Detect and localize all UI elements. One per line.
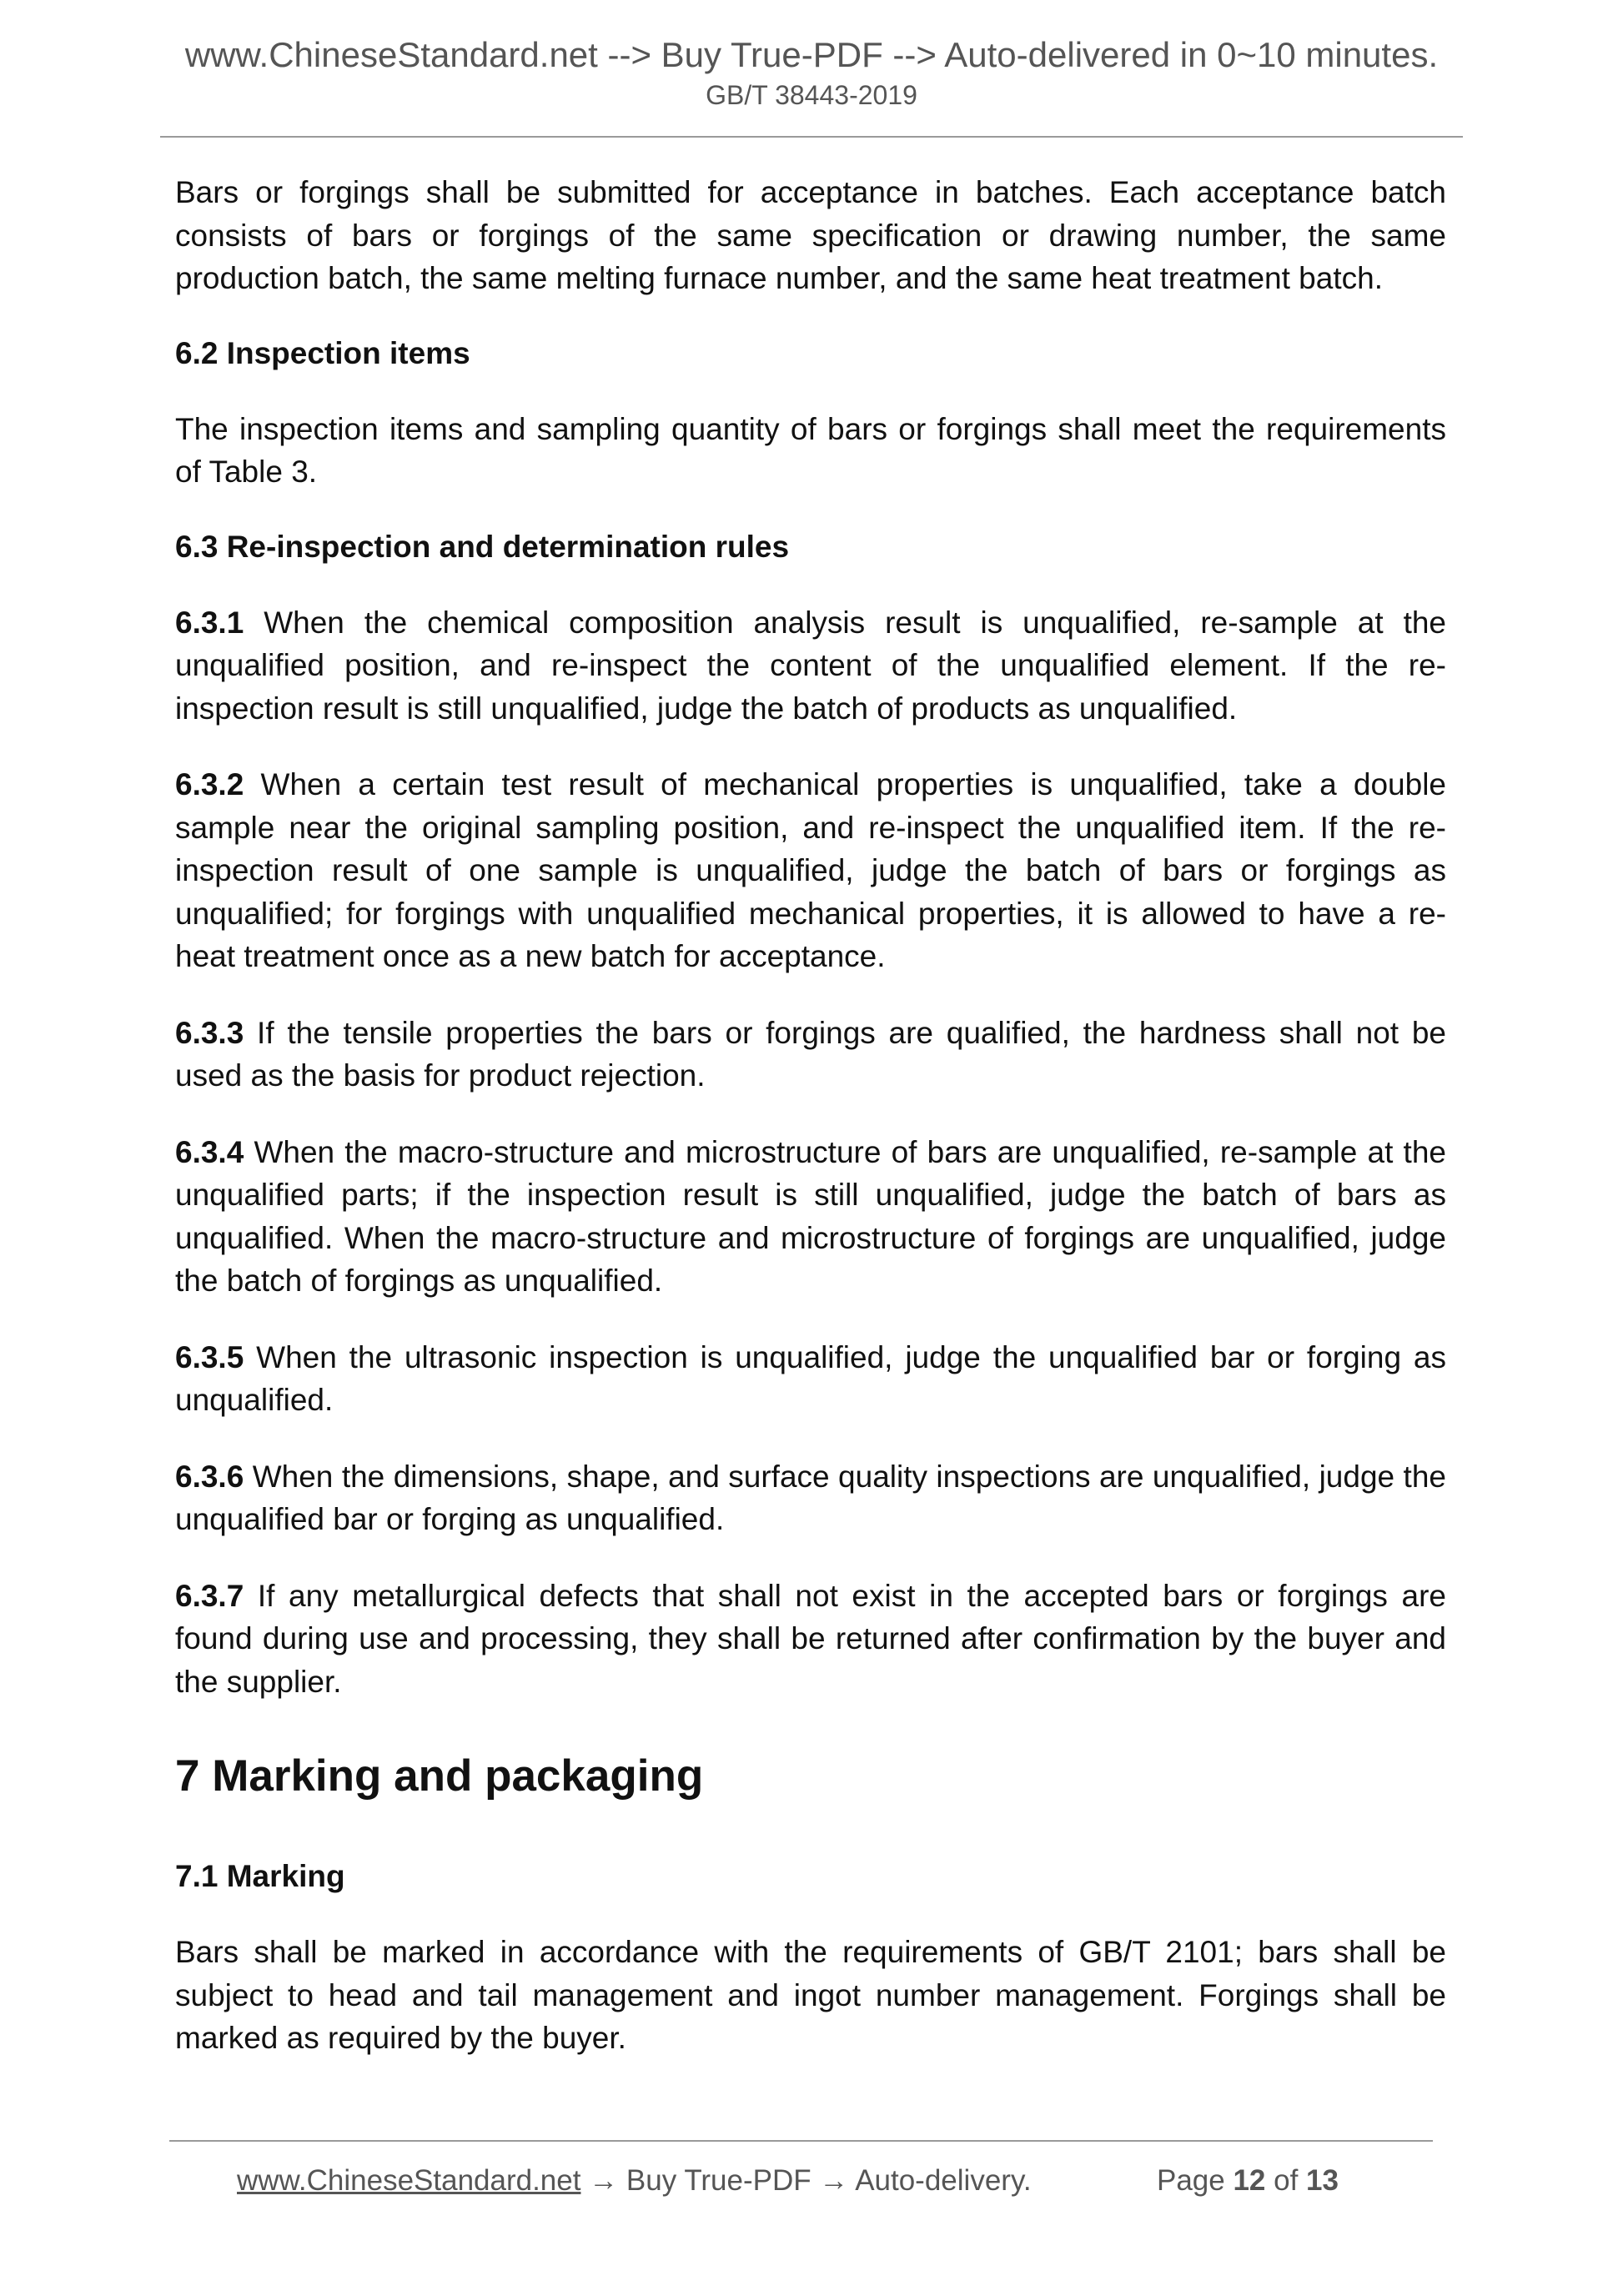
page-label: Page — [1157, 2164, 1234, 2197]
of-label: of — [1265, 2164, 1307, 2197]
arrow-right-icon: → — [580, 2164, 626, 2197]
clause-text: When the ultrasonic inspection is unqualified, judge the unqualified bar or forging as unqualified. — [175, 1339, 1446, 1417]
clause-text: If any metallurgical defects that shall not exist in the accepted bars or forgings are found during use and processing, they shall be returned after confirmation by the buyer and the supplier. — [175, 1578, 1446, 1699]
clause-text: When the macro-structure and microstructure of bars are unqualified, re-sample at the unqualified parts; if the inspection result is still unqualified, judge the batch of bars as unqualified. When the macro-structure and microstructure of forgings are unqualified, judge the batch of forgings as unqualified. — [175, 1134, 1446, 1298]
clause-6-3-3 — [175, 1012, 1446, 1098]
intro-paragraph: Bars or forgings shall be submitted for acceptance in batches. Each acceptance batch consists of bars or forgings of the same specification or drawing number, the same production batch, the same melting furnace number, and the same heat treatment batch. — [175, 175, 1446, 295]
buy-pdf-text: Buy True-PDF — [626, 2164, 812, 2197]
clause-number: 6.3.2 — [175, 767, 244, 801]
clause-6-3-1 — [175, 601, 1446, 731]
clause-number: 6.3.1 — [175, 605, 244, 640]
clause-text: When the chemical composition analysis result is unqualified, re-sample at the unqualified position, and re-inspect the content of the unqualified element. If the re-inspection result is still unqualified, judge the batch of products as unqualified. — [175, 605, 1446, 726]
page-number: 12 — [1233, 2164, 1266, 2197]
section-6-3-heading: 6.3 Re-inspection and determination rules — [175, 529, 790, 564]
section-7-1-heading: 7.1 Marking — [175, 1859, 345, 1893]
document-code: GB/T 38443-2019 — [706, 80, 917, 110]
section-6-2-heading: 6.2 Inspection items — [175, 335, 470, 370]
clause-6-3-2 — [175, 763, 1446, 978]
clause-number: 6.3.6 — [175, 1459, 244, 1494]
page-indicator — [1157, 2162, 1339, 2200]
clause-6-3-7 — [175, 1575, 1446, 1704]
clause-text: If the tensile properties the bars or forgings are qualified, the hardness shall not be used as the basis for product rejection. — [175, 1015, 1446, 1093]
footer-links — [237, 2162, 1032, 2200]
clause-6-3-4 — [175, 1131, 1446, 1303]
header-divider — [160, 136, 1463, 138]
header-banner-text: www.ChineseStandard.net --> Buy True-PDF --> Auto-delivered in 0~10 minutes. — [184, 35, 1439, 74]
arrow-right-icon: → — [811, 2164, 856, 2197]
clause-6-3-6 — [175, 1455, 1446, 1541]
clause-number: 6.3.3 — [175, 1015, 244, 1050]
clause-number: 6.3.7 — [175, 1578, 244, 1613]
clause-number: 6.3.5 — [175, 1339, 244, 1374]
page-total: 13 — [1306, 2164, 1339, 2197]
website-link[interactable]: www.ChineseStandard.net — [237, 2164, 581, 2197]
section-7-heading: 7 Marking and packaging — [175, 1751, 704, 1801]
page-header — [0, 33, 1623, 112]
section-6-2-text: The inspection items and sampling quantity of bars or forgings shall meet the requirements of Table 3. — [175, 411, 1446, 489]
clause-6-3-5 — [175, 1336, 1446, 1422]
clause-text: When a certain test result of mechanical properties is unqualified, take a double sample near the original sampling position, and re-inspect the unqualified item. If the re-inspection result of one sample is unqualified, judge the batch of bars or forgings as unqualified; for forgings with unqualified mechanical properties, it is allowed to have a re-heat treatment once as a new batch for acceptance. — [175, 767, 1446, 973]
clause-number: 6.3.4 — [175, 1134, 244, 1169]
clause-text: When the dimensions, shape, and surface quality inspections are unqualified, judge the unqualified bar or forging as unqualified. — [175, 1459, 1446, 1536]
section-7-1-text: Bars shall be marked in accordance with the requirements of GB/T 2101; bars shall be subject to head and tail management and ingot number management. Forgings shall be marked as required by the buyer. — [175, 1935, 1446, 2055]
footer-divider — [169, 2140, 1433, 2142]
document-body — [175, 171, 1446, 2060]
auto-delivery-text: Auto-delivery. — [855, 2164, 1032, 2197]
